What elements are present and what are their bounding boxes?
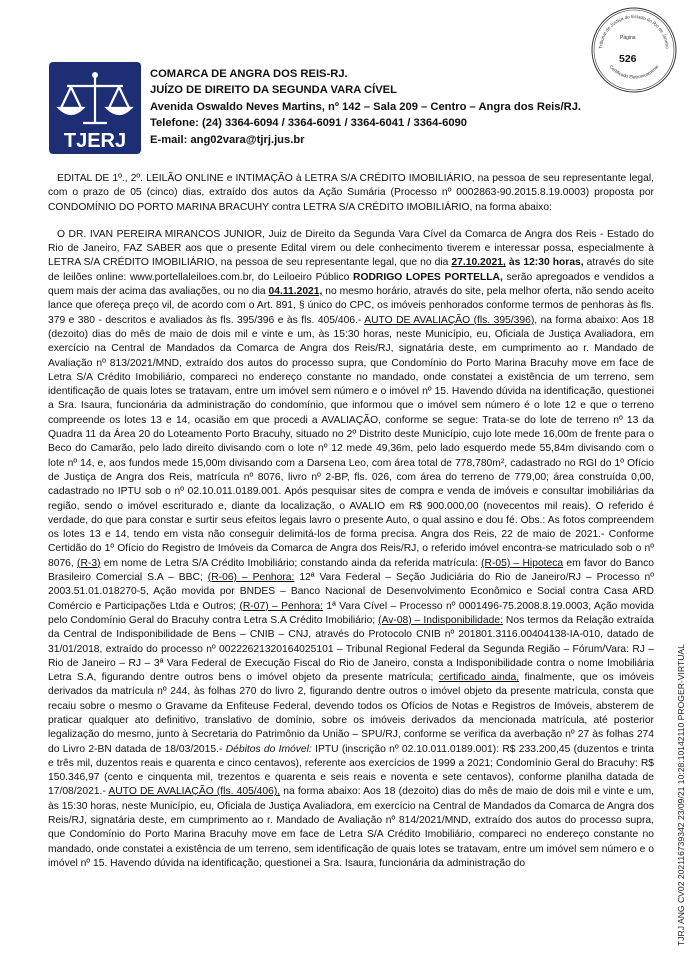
text-segment: na forma abaixo: Aos 18 (dezoito) dias do mês de maio de dois mil e vinte e um, às 15:30 horas, neste Município, eu, Oficiala de Justiça Avaliadora, em exercício na Central de Mandados da Comarca de Angra dos Reis/RJ, signatária deste, em cumprimento ao r. Mandado de Avaliação nº 813/2021/MND, extraído dos autos do processo supra, que Condomínio do Porto Marina Bracuhy move em face de Letra S/A Crédito Imobiliário, compareci no endereço constante no mandado, onde constatei a existência de um terreno, sem identificação de quais lotes se tratavam, entre um imóvel sem número e o imóvel nº 15. Havendo dúvida na identificação, questionei a Sra. Isaura, funcionária da administração do condomínio, que informou que o imóvel sem número é o lote 12 e que o terreno compreende os lotes 13 e 14, ocasião em que procedi a AVALIAÇÃO, conforme se segue: Trata-se do lote de terreno nº 13 da Quadra 11 da Área 20 do Loteamento Porto Bracuhy, situado no 2º Distrito deste Município, cujo lote mede 16,00m de frente para o Beco do Camarão, pelo lado direito divisando com o lote nº 12 mede 49,36m, pelo lado esquerdo mede 55,84m divisando com o lote nº 14, e, aos fundos mede 15,00m divisando com a Darsena Leo, com área total de 778,780m², cadastrado no RGI do 1º Ofício de Justiça de Angra dos Reis, matrícula nº 8076, livro nº 2-BP, fls. 026, com área do terreno de 779,00; área construída 0,00, cadastrado no IPTU sob o nº 02.10.011.0189.001. Após pesquisar sites de compra e venda de imóveis e consultar imobiliárias da região, sendo o imóvel escriturado e, diante da localização, o AVALIO em R$ 900.000,00 (novecentos mil reais). O referido é verdade, do que para constar e surtir seus efeitos legais lavro o presente Auto, o qual assino e dou fé. Obs.: As fotos compreendem os lotes 13 e 14, tendo em vista não conseguir delimitá-los de forma precisa. Angra dos Reis, 22 de maio de 2021.- Conforme Certidão do 1º Ofício do Registro de Imóveis da Comarca de Angra dos Reis/RJ, o referido imóvel encontra-se matriculado sob o nº 8076,: [48, 314, 654, 569]
text-segment: 12ª Vara Federal – Seção Judiciária do Rio de Janeiro/RJ – Processo nº 2003.51.01.018270-5, Ação movida por BNDES – Banco Nacional de Desenvolvimento Econômico e Social contra Casa ARD Comércio e Participações Ltda e Outros;: [48, 572, 654, 612]
appraisal-heading-1: AUTO DE AVALIAÇÃO (fls. 395/396),: [364, 314, 538, 326]
court-name: JUÍZO DE DIREITO DA SEGUNDA VARA CÍVEL: [150, 84, 397, 97]
second-auction-date: 04.11.2021,: [268, 286, 323, 298]
seal-page-label: Página: [620, 35, 636, 41]
text-segment: através do site de leilões online: www.portellaleiloes.com.br, do Leiloeiro Público: [48, 257, 655, 283]
text-segment: IPTU (inscrição nº 02.10.011.0189.001): R$ 233.200,45 (duzentos e trinta e três mil, duzentos reais e quarenta e cinco centavos), referente aos exercícios de 1999 a 2021; Condomínio Geral do Bracuhy: R$ 150.346,97 (cento e cinquenta mil, trezentos e quarenta e seis reais e noventa e sete centavos), conforme planilha datada de 17/08/2021.-: [48, 743, 655, 798]
registry-r5: (R-05) – Hipoteca: [481, 557, 564, 569]
court-address: Avenida Oswaldo Neves Martins, nº 142 – Sala 209 – Centro – Angra dos Reis/RJ.: [150, 100, 582, 113]
certified-note: certificado ainda,: [438, 672, 520, 684]
registry-r6: (R-06) – Penhora:: [207, 572, 295, 584]
appraisal-heading-2: AUTO DE AVALIAÇÃO (fls. 405/406),: [108, 786, 281, 798]
letterhead: [150, 66, 620, 148]
logo-text: TJERJ: [63, 130, 127, 152]
court-district: COMARCA DE ANGRA DOS REIS-RJ.: [150, 68, 348, 80]
seal-top-text: Tribunal de Justiça do Estado do Rio de Janeiro: [598, 13, 670, 49]
auctioneer-name: RODRIGO LOPES PORTELLA,: [353, 271, 503, 283]
electronic-certification-seal: [588, 4, 680, 96]
court-email: E-mail: ang02vara@tjrj.jus.br: [150, 133, 305, 146]
intro-paragraph: EDITAL DE 1º., 2º. LEILÃO ONLINE e INTIMAÇÃO à LETRA S/A CRÉDITO IMOBILIÁRIO, na pessoa de seu representante legal, com o prazo de 05 (cinco) dias, extraído dos autos da Ação Sumária (Processo nº 0002863-90.2015.8.19.0003) proposta por CONDOMÍNIO DO PORTO MARINA BRACUHY contra LETRA S/A CRÉDITO IMOBILIÁRIO, na forma abaixo:: [48, 173, 654, 213]
court-phones: Telefone: (24) 3364-6094 / 3364-6091 / 3364-6041 / 3364-6090: [150, 117, 467, 130]
text-segment: em nome de Letra S/A Crédito Imobiliário; constando ainda da referida matrícula:: [100, 557, 482, 569]
registry-av8: (Av-08) – Indisponibilidade:: [378, 614, 503, 626]
seal-bottom-text: Certificado Eletronicamente: [608, 64, 660, 80]
property-debts-label: Débitos do Imóvel:: [225, 743, 312, 755]
first-auction-time: às 12:30 horas,: [505, 257, 584, 269]
main-paragraph: [48, 228, 654, 871]
text-segment: serão apregoados e vendidos a quem mais der acima das avaliações, ou no dia: [48, 271, 655, 298]
svg-text:Certificado Eletronicamente: [608, 64, 659, 80]
first-auction-date: 27.10.2021,: [451, 257, 506, 269]
text-segment: no mesmo horário, através do site, pela melhor oferta, não sendo aceito lance que ofereça preço vil, de acordo com o Art. 891, § único do CPC, os imóveis penhorados conforme termos de penhoras às fls. 379 e 380 - descritos e avaliados às fls. 395/396 e às fls. 405/406.-: [48, 286, 655, 326]
tjerj-logo: [49, 62, 141, 154]
text-segment: em favor do Banco Brasileiro Comercial S.A – BBC;: [48, 557, 655, 584]
text-segment: na forma abaixo: Aos 18 (dezoito) dias do mês de maio de dois mil e vinte e um, às 15:30 horas, neste Município, eu, Oficiala de Justiça Avaliadora, em exercício na Central de Mandados da Comarca de Angra dos Reis/RJ, signatária deste, em cumprimento ao r. Mandado de Avaliação nº 814/2021/MND, extraído dos autos do processo supra, que Condomínio do Porto Marina Bracuhy move em face de Letra S/A Crédito Imobiliário, compareci no endereço constante no mandado, onde constatei a existência de um terreno, sem identificação de quais lotes se tratavam, entre um imóvel sem número e o imóvel nº 15. Havendo dúvida na identificação, questionei a Sra. Isaura, funcionária da administração do: [48, 786, 655, 869]
registry-r3: (R-3): [77, 557, 101, 569]
text-segment: Nos termos da Relação extraída da Central de Indisponibilidade de Bens – CNIB – CNJ, através do Protocolo CNIB nº 201801.3116.00404138-IA-010, datado de 31/01/2018, extraído do processo nº 00222621320164025101 – Tribunal Regional Federal da Segunda Região – Fórum/Vara: RJ – Rio de Janeiro – RJ – 3ª Vara Federal de Execução Fiscal do Rio de Janeiro, consta a Indisponibilidade contra o nome Imobiliária Letra S.A, figurando dentre outros bens o imóvel objeto da presente matrícula;: [48, 614, 654, 684]
side-registration-stamp: TJRJ ANG CV02 202116739342 23/09/21 10:28:10142110 PROGER-VIRTUAL: [676, 644, 686, 946]
edital-body: [48, 172, 654, 884]
text-segment: O DR. IVAN PEREIRA MIRANCOS JUNIOR, Juiz de Direito da Segunda Vara Cível da Comarca de Angra dos Reis - Estado do Rio de Janeiro, FAZ SABER aos que o presente Edital virem ou dele conhecimento tiverem e interessar possa, especialmente à LETRA S/A CRÉDITO IMOBILIÁRIO, na pessoa de seu representante legal, que no dia: [48, 228, 654, 269]
text-segment: finalmente, que os imóveis derivados da matrícula nº 244, às folhas 270 do livro 2, figurando dentre outros o imóvel objeto da presente matrícula, consta que recaiu sobre o mesmo o Gravame da Enfiteuse Federal, devendo todos os Ofícios de Notas e Registros de Imóveis, absterem de praticar qualquer ato definitivo, translativo de domínio, sobre os imóveis derivados da mencionada matrícula, até posterior legalização do mesmo, junto à Secretaria do Patrimônio da União – SPU/RJ, conforme se verifica da averbação nº 27 às folhas 274 do Livro 2-BN datada de 18/03/2015.-: [48, 672, 654, 755]
text-segment: 1ª Vara Cível – Processo nº 0001496-75.2008.8.19.0003, Ação movida pelo Condomínio Geral do Bracuhy contra Letra S.A Crédito Imobiliário;: [48, 600, 654, 626]
registry-r7: (R-07) – Penhora:: [239, 600, 323, 612]
page-number: 526: [619, 53, 637, 65]
